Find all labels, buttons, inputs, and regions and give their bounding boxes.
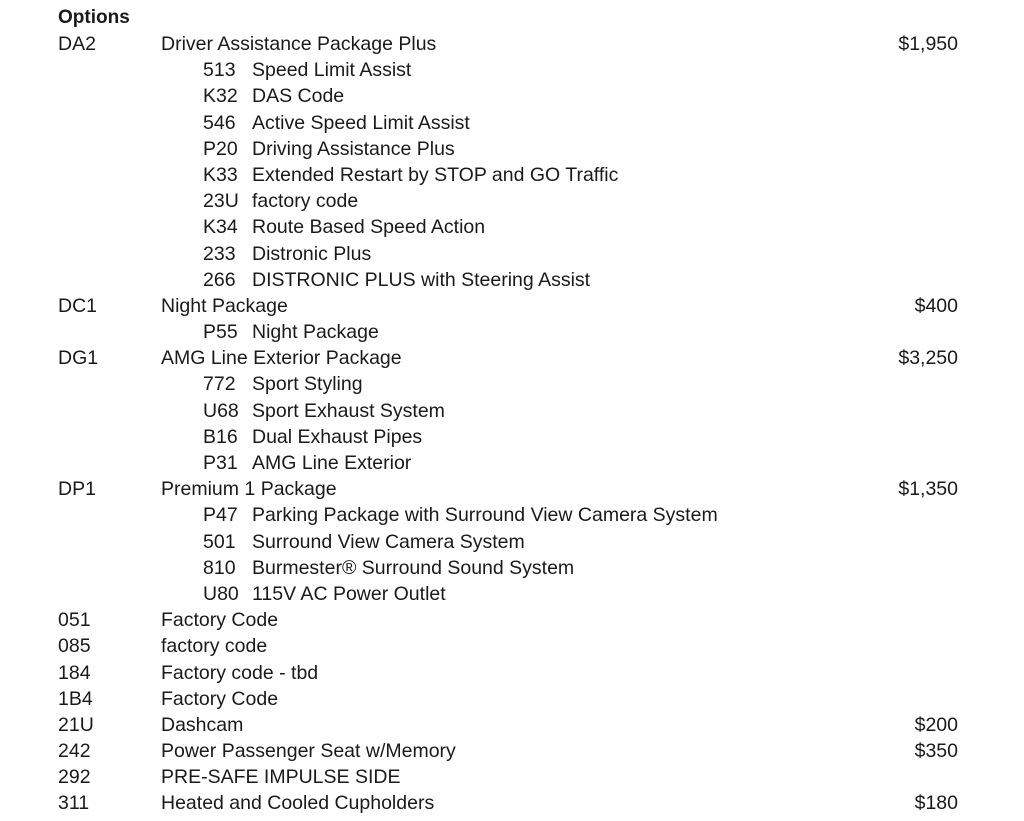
package-item-code: P47 [203,504,238,527]
option-price: $400 [914,294,958,317]
option-code: 292 [58,766,91,789]
option-code: DP1 [58,478,96,501]
package-item-code: B16 [203,425,238,448]
package-item-row [0,162,1024,188]
option-description: Power Passenger Seat w/Memory [161,740,456,763]
package-item-code: K32 [203,85,238,108]
option-description: Factory Code [161,609,279,632]
option-description: Driver Assistance Package Plus [161,33,437,55]
option-description: Heated and Cooled Cupholders [161,792,435,815]
package-item-description: Parking Package with Surround View Camera System [252,504,718,527]
package-item-description: Distronic Plus [252,242,372,265]
package-item-code: U80 [203,582,239,605]
package-item-description: Route Based Speed Action [252,216,486,239]
package-item-row [0,136,1024,162]
option-description: Premium 1 Package [161,478,337,501]
package-item-code: 233 [203,242,236,265]
package-item-description: Driving Assistance Plus [252,137,455,160]
option-description: Factory code - tbd [161,661,319,684]
option-row [0,738,1024,764]
option-code: 184 [58,661,91,684]
package-item-code: P55 [203,321,238,344]
package-item-description: Extended Restart by STOP and GO Traffic [252,163,619,186]
package-item-description: 115V AC Power Outlet [252,582,446,605]
option-code: DA2 [58,33,96,55]
package-item-code: K33 [203,163,238,186]
package-item-description: Sport Exhaust System [252,399,445,422]
package-item-row [0,267,1024,293]
package-item-description: DAS Code [252,85,345,108]
package-item-description: factory code [252,190,359,213]
package-item-code: 23U [203,190,239,213]
option-code: 21U [58,713,94,736]
option-description: Dashcam [161,713,244,736]
option-row [0,607,1024,633]
option-row [0,764,1024,790]
package-item-description: Dual Exhaust Pipes [252,425,423,448]
option-row [0,633,1024,659]
option-description: PRE-SAFE IMPULSE SIDE [161,766,401,789]
option-description: Factory Code [161,687,279,710]
package-item-row [0,371,1024,397]
package-item-description: DISTRONIC PLUS with Steering Assist [252,268,591,291]
package-item-row [0,424,1024,450]
package-item-row [0,319,1024,345]
option-price: $3,250 [898,347,958,370]
package-item-code: 513 [203,59,236,82]
package-item-description: Burmester® Surround Sound System [252,556,575,579]
package-item-code: P31 [203,452,238,474]
package-item-row [0,188,1024,214]
option-price: $200 [914,713,958,736]
option-row [0,686,1024,712]
package-item-code: 546 [203,111,236,134]
option-price: $350 [914,740,958,763]
package-item-row [0,502,1024,528]
option-description: AMG Line Exterior Package [161,347,402,370]
option-row [0,790,1024,816]
package-item-code: U68 [203,399,239,422]
package-item-row [0,555,1024,581]
package-item-row [0,83,1024,109]
package-item-row [0,57,1024,83]
package-item-row [0,529,1024,555]
package-item-row [0,110,1024,136]
option-row [0,476,1024,502]
option-code: 051 [58,609,91,632]
option-code: 242 [58,740,91,763]
option-description: factory code [161,635,268,658]
package-item-description: Night Package [252,321,379,344]
option-row [0,293,1024,319]
option-code: 1B4 [58,687,93,710]
package-item-row [0,214,1024,240]
package-item-description: Active Speed Limit Assist [252,111,470,134]
option-row [0,660,1024,686]
package-item-description: AMG Line Exterior [252,452,412,474]
option-price: $180 [914,792,958,815]
package-item-code: 501 [203,530,236,553]
option-row [0,345,1024,371]
option-price: $1,350 [898,478,958,501]
package-item-code: 810 [203,556,236,579]
option-code: DG1 [58,347,99,370]
option-price: $1,950 [898,33,958,55]
option-row [0,31,1024,57]
option-row [0,712,1024,738]
option-code: 311 [58,792,90,815]
options-list [0,31,1024,817]
package-item-row [0,398,1024,424]
option-code: DC1 [58,294,98,317]
package-item-code: K34 [203,216,238,239]
package-item-row [0,450,1024,476]
options-heading: Options [58,7,130,28]
package-item-code: 772 [203,373,236,396]
option-code: 085 [58,635,91,658]
package-item-code: P20 [203,137,238,160]
package-item-row [0,241,1024,267]
option-description: Night Package [161,294,288,317]
package-item-description: Speed Limit Assist [252,59,412,82]
package-item-code: 266 [203,268,236,291]
package-item-description: Surround View Camera System [252,530,525,553]
package-item-description: Sport Styling [252,373,363,396]
package-item-row [0,581,1024,607]
